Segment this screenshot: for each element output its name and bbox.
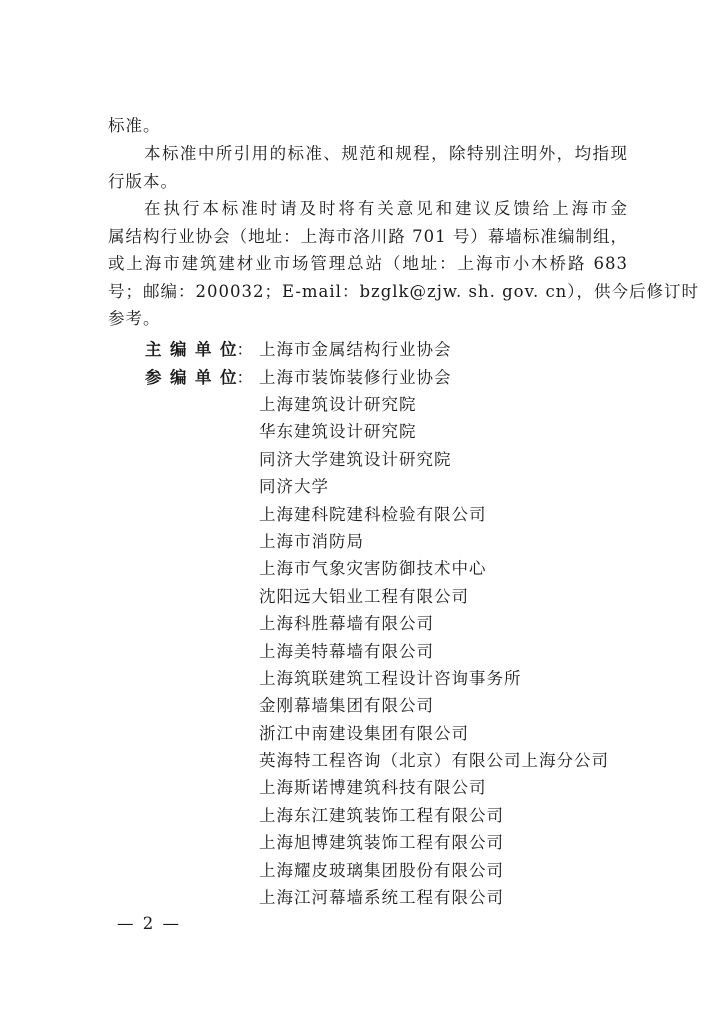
label-char: 单 — [195, 368, 212, 387]
list-item: 上海东江建筑装饰工程有限公司 — [259, 805, 504, 825]
list-item: 华东建筑设计研究院 — [259, 422, 417, 442]
paragraph-continuation — [108, 112, 628, 140]
text-line: 行版本。 — [108, 171, 178, 191]
text-line: 号；邮编：200032；E-mail：bzglk@zjw. sh. gov. cn），供今后修订时 — [108, 281, 700, 301]
paragraph-feedback — [108, 195, 700, 333]
list-item: 上海建科院建科检验有限公司 — [259, 504, 487, 524]
list-item: 上海建筑设计研究院 — [259, 395, 417, 414]
list-item: 沈阳远大铝业工程有限公司 — [259, 586, 469, 606]
participating-unit-first: 上海市装饰装修行业协会 — [259, 368, 452, 387]
text-line: 标准。 — [108, 116, 161, 135]
text-line: 或上海市建筑建材业市场管理总站（地址：上海市小木桥路 683 — [108, 254, 628, 273]
list-item: 上海江河幕墙系统工程有限公司 — [259, 888, 504, 908]
list-item: 上海市消防局 — [259, 531, 364, 551]
list-item: 上海旭博建筑装饰工程有限公司 — [259, 833, 504, 853]
label-char: 编 — [170, 368, 187, 387]
label-char: 位 — [220, 340, 237, 359]
list-item: 金刚幕墙集团有限公司 — [259, 696, 434, 716]
text-line: 参考。 — [108, 309, 161, 328]
participating-unit-label — [145, 364, 253, 388]
label-char: 单 — [195, 340, 212, 359]
list-item: 英海特工程咨询（北京）有限公司上海分公司 — [259, 751, 609, 771]
participating-unit-list — [259, 391, 609, 911]
chief-unit-label — [145, 336, 253, 360]
list-item: 上海耀皮玻璃集团股份有限公司 — [259, 860, 504, 880]
list-item: 同济大学 — [259, 477, 329, 497]
text-line: 本标准中所引用的标准、规范和规程，除特别注明外，均指现 — [144, 144, 628, 163]
text-line: 属结构行业协会（地址：上海市洛川路 701 号）幕墙标准编制组， — [108, 226, 628, 246]
list-item: 上海美特幕墙有限公司 — [259, 641, 434, 661]
list-item: 上海市气象灾害防御技术中心 — [259, 559, 487, 579]
list-item: 浙江中南建设集团有限公司 — [259, 723, 469, 743]
text-line: 在执行本标准时请及时将有关意见和建议反馈给上海市金 — [144, 199, 628, 218]
label-colon: ： — [236, 368, 253, 387]
label-char: 编 — [170, 340, 187, 359]
label-char: 参 — [145, 368, 162, 387]
label-colon: ： — [236, 340, 253, 359]
list-item: 上海科胜幕墙有限公司 — [259, 614, 434, 634]
list-item: 上海斯诺博建筑科技有限公司 — [259, 778, 487, 798]
paragraph-references — [108, 140, 628, 195]
label-char: 主 — [145, 340, 162, 359]
list-item: 同济大学建筑设计研究院 — [259, 449, 452, 469]
label-char: 位 — [220, 368, 237, 387]
chief-unit-value: 上海市金属结构行业协会 — [259, 340, 452, 359]
page-number: — 2 — — [117, 914, 181, 933]
list-item: 上海筑联建筑工程设计咨询事务所 — [259, 668, 522, 688]
